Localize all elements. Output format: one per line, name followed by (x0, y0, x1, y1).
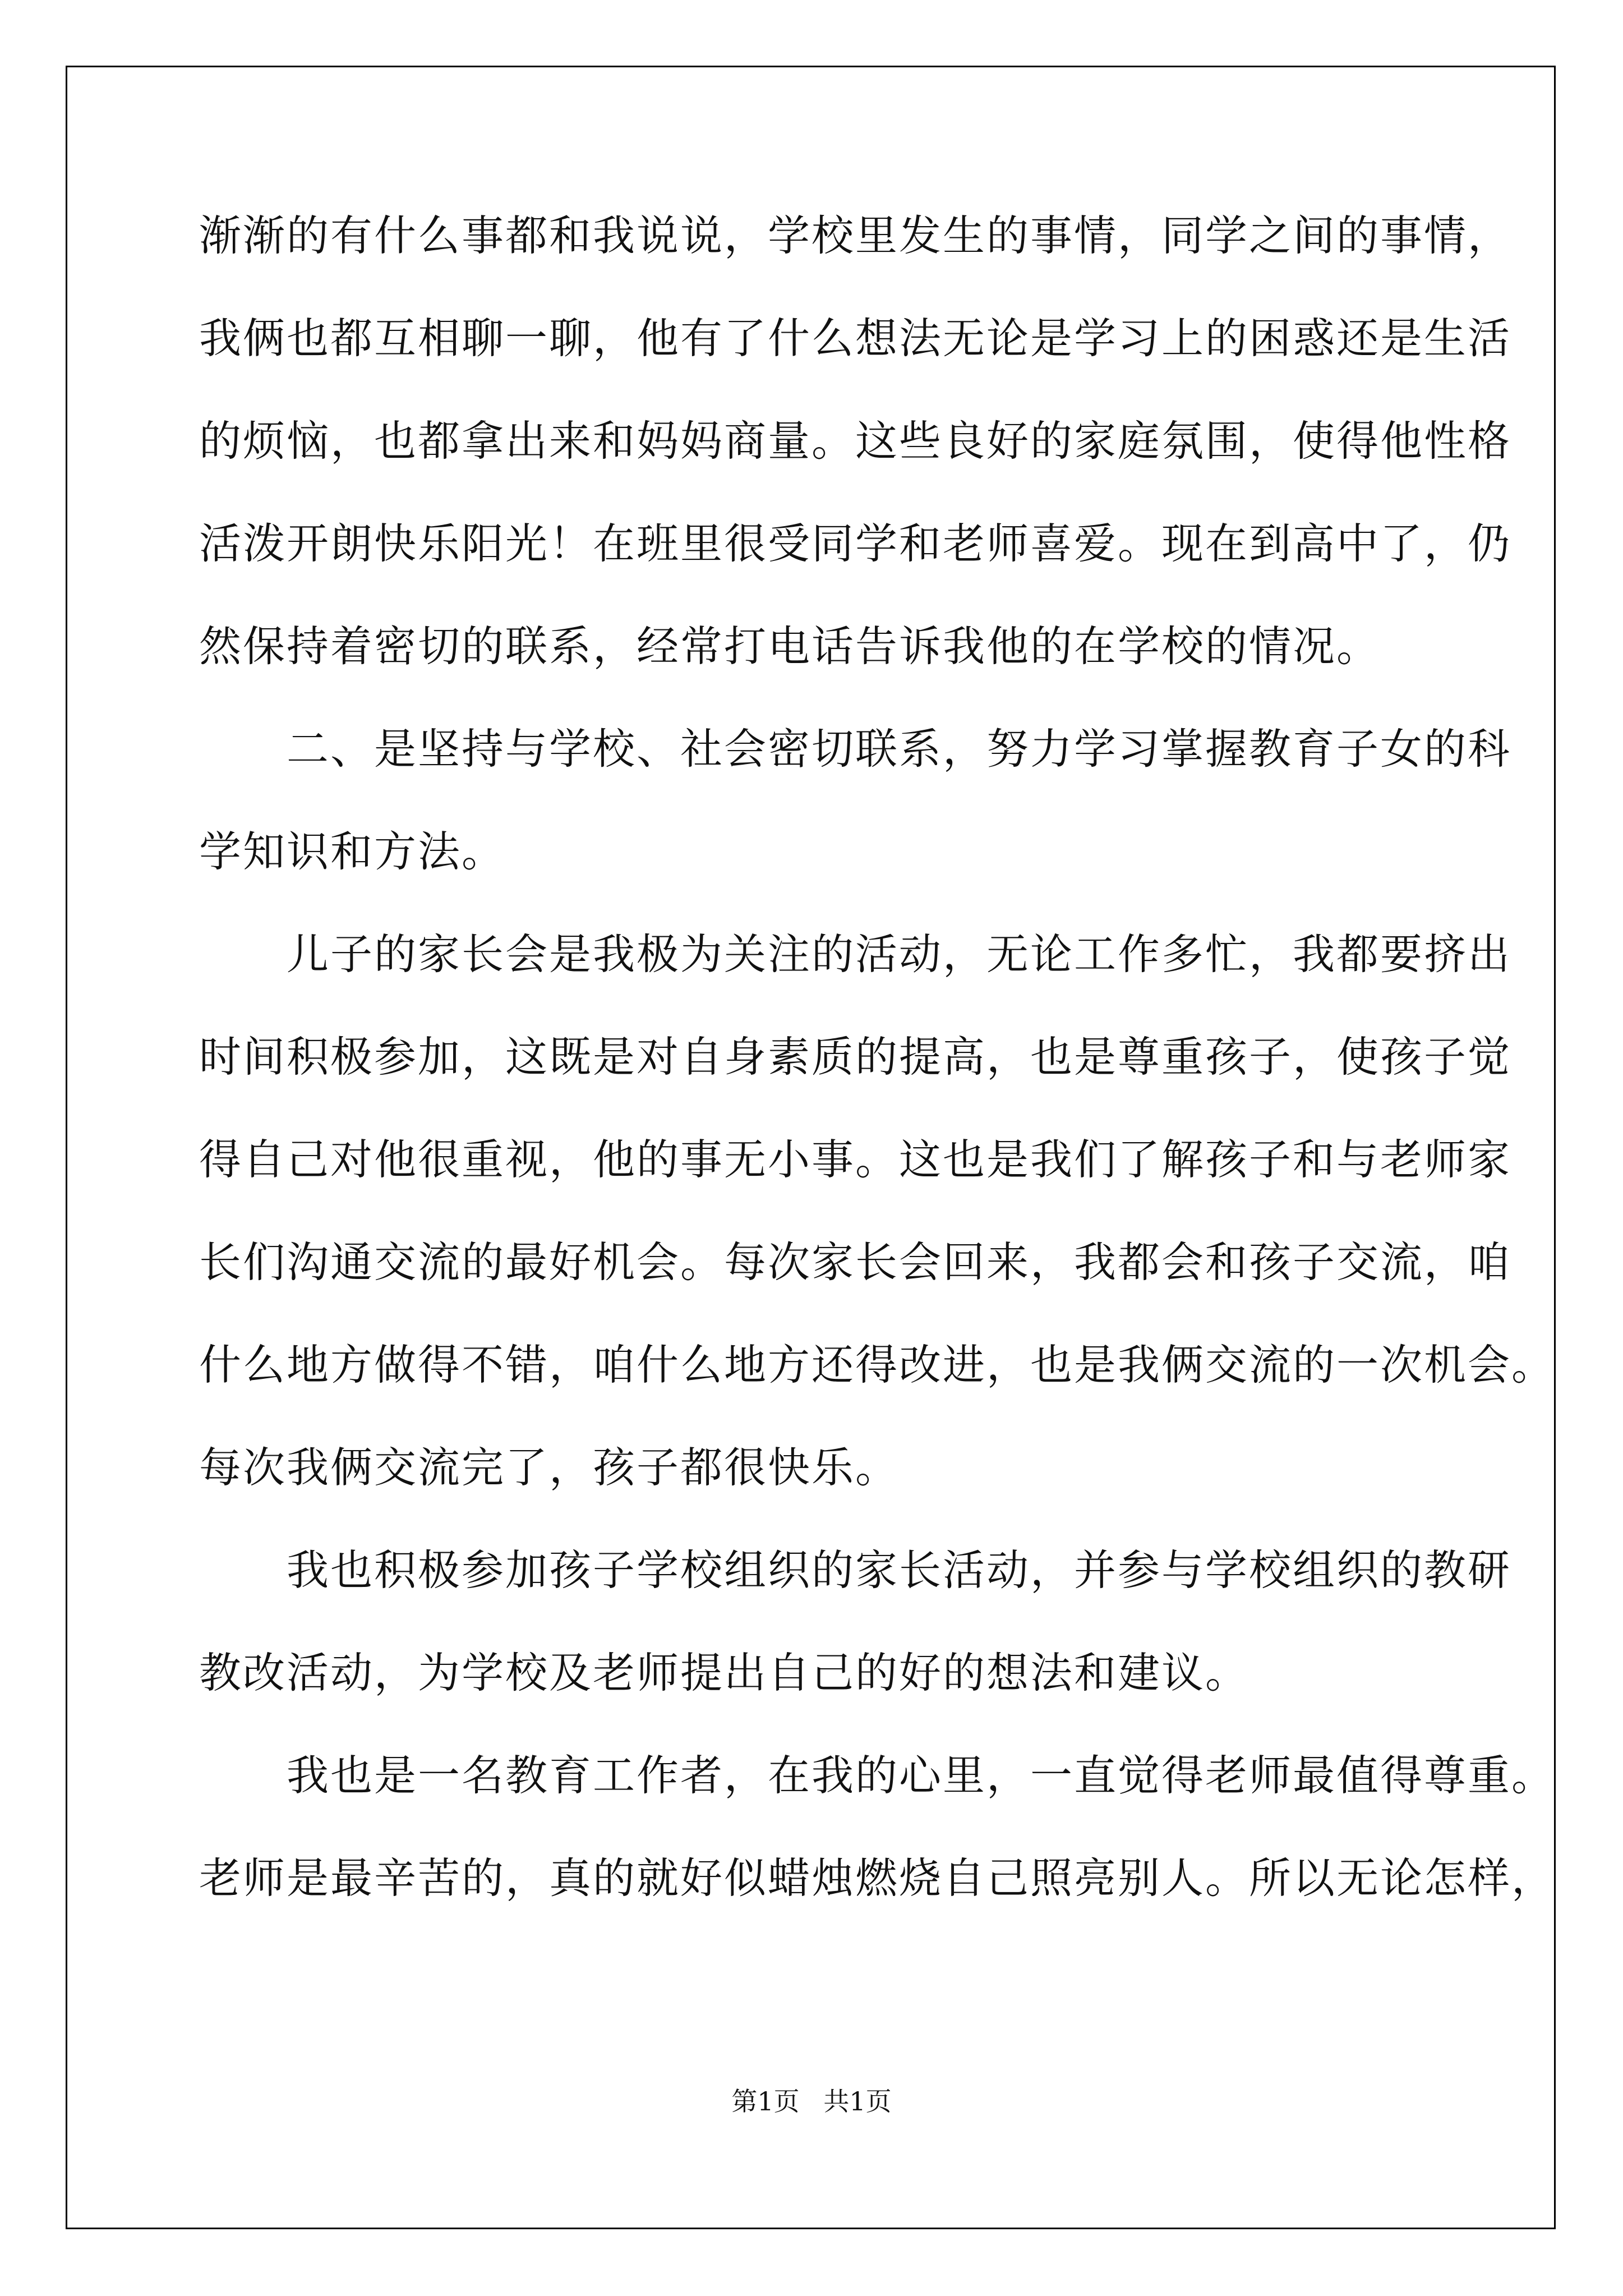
text-line: 学知识和方法。 (199, 827, 506, 876)
text-line: 活泼开朗快乐阳光！在班里很受同学和老师喜爱。现在到高中了，仍 (199, 519, 1512, 568)
text-line: 老师是最辛苦的，真的就好似蜡烛燃烧自己照亮别人。所以无论怎样， (199, 1853, 1556, 1903)
page-footer (0, 2081, 1623, 2118)
text-line: 什么地方做得不错，咱什么地方还得改进，也是我俩交流的一次机会。 (199, 1340, 1556, 1389)
page-total: 共1页 (823, 2086, 892, 2116)
text-line: 长们沟通交流的最好机会。每次家长会回来，我都会和孩子交流，咱 (199, 1237, 1512, 1287)
text-line: 我俩也都互相聊一聊，他有了什么想法无论是学习上的困惑还是生活 (199, 314, 1512, 363)
text-line: 时间积极参加，这既是对自身素质的提高，也是尊重孩子，使孩子觉 (199, 1032, 1512, 1082)
text-line: 我也是一名教育工作者，在我的心里，一直觉得老师最值得尊重。 (199, 1751, 1556, 1800)
text-line: 渐渐的有什么事都和我说说，学校里发生的事情，同学之间的事情， (199, 211, 1512, 260)
text-line: 二、是坚持与学校、社会密切联系，努力学习掌握教育子女的科 (199, 724, 1512, 774)
text-line: 得自己对他很重视，他的事无小事。这也是我们了解孩子和与老师家 (199, 1135, 1512, 1184)
document-body (199, 208, 1556, 1953)
text-line: 然保持着密切的联系，经常打电话告诉我他的在学校的情况。 (199, 622, 1381, 671)
text-line: 儿子的家长会是我极为关注的活动，无论工作多忙，我都要挤出 (199, 930, 1512, 979)
page-number: 第1页 (731, 2086, 800, 2116)
text-line: 教改活动，为学校及老师提出自己的好的想法和建议。 (199, 1648, 1249, 1697)
text-line: 我也积极参加孩子学校组织的家长活动，并参与学校组织的教研 (199, 1545, 1512, 1595)
text-line: 的烦恼，也都拿出来和妈妈商量。这些良好的家庭氛围，使得他性格 (199, 416, 1512, 466)
text-line: 每次我俩交流完了，孩子都很快乐。 (199, 1443, 900, 1492)
